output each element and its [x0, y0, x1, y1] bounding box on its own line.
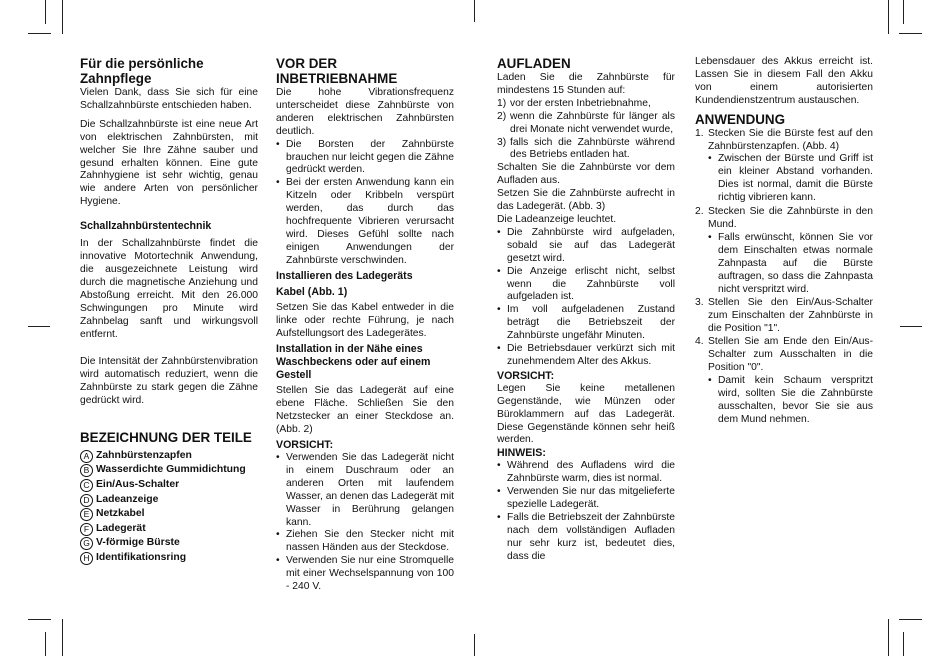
usage-title: ANWENDUNG: [695, 111, 786, 127]
caution-bullets: [276, 452, 454, 594]
step-text: Stecken Sie die Bürste fest auf den Zahnbürstenzapfen. (Abb. 4): [708, 127, 873, 152]
part-label: V-förmige Bürste: [96, 537, 180, 549]
tech-paragraph: Die Intensität der Zahnbürstenvibration wird automatisch reduziert, wenn die Zahnbürste zu stark gegen die Zähne gedrückt wird.: [80, 356, 258, 407]
tech-paragraph: In der Schallzahnbürste findet die innovative Motortechnik Anwendung, die ausgezeichnete Leistung wird durch die magnetische Anziehung und Abstoßung erreicht. Mit den 26.000 Schwingungen pro Minute wird Zahnbelag sanft und wirkungsvoll entfernt.: [80, 238, 258, 340]
charging-bullets: [497, 227, 675, 369]
part-label: Ein/Aus-Schalter: [96, 479, 180, 491]
part-item: [80, 464, 258, 479]
part-label: Wasserdichte Gummidichtung: [96, 464, 246, 476]
numbered-item: 1) vor der ersten Inbetriebnahme,: [497, 98, 675, 111]
charging-paragraph: Die Ladeanzeige leuchtet.: [497, 213, 617, 225]
column-charging: [497, 56, 675, 565]
part-letter: E: [80, 508, 93, 521]
step-text: Stellen Sie den Ein/Aus-Schalter zum Einschalten der Zahnbürste in die Position "1".: [708, 297, 873, 335]
part-letter: B: [80, 464, 93, 477]
bullet-item: • Verwenden Sie nur das mitgelieferte spezielle Ladegerät.: [497, 486, 675, 512]
note-label: HINWEIS:: [497, 447, 546, 460]
part-label: Zahnbürstenzapfen: [96, 449, 192, 461]
part-letter: C: [80, 479, 93, 492]
step-text: Stecken Sie die Zahnbürste in den Mund.: [708, 206, 873, 230]
bullet-item: • Ziehen Sie den Stecker nicht mit nassen Händen aus der Steckdose.: [276, 529, 454, 555]
step-text: Stellen Sie am Ende den Ein/Aus-Schalter zum Ausschalten in die Position "0".: [708, 336, 873, 373]
bullet-item: • Die Borsten der Zahnbürste brauchen nur leicht gegen die Zähne gedrückt werden.: [276, 139, 454, 178]
charging-continued: Lebensdauer des Akkus erreicht ist. Lassen Sie in diesem Fall den Akku von einem autorisierten Kundendienstzentrum austauschen.: [695, 56, 873, 106]
cable-paragraph: Setzen Sie das Kabel entweder in die linke oder rechte Führung, je nach Aufstellungsort des Ladegerätes.: [276, 301, 454, 339]
column-before-use: [276, 56, 454, 595]
bullet-item: • Die Betriebsdauer verkürzt sich mit zunehmendem Alter des Akkus.: [497, 343, 675, 369]
intro-paragraph: Vielen Dank, dass Sie sich für eine Schallzahnbürste entschieden haben.: [80, 87, 258, 111]
note-bullets: [497, 460, 675, 563]
bullet-item: • Falls die Betriebszeit der Zahnbürste nach dem vollständigen Aufladen nur sehr kurz ist, bedeutet dies, dass die: [497, 512, 675, 564]
bullet-item: • Verwenden Sie nur eine Stromquelle mit einer Wechselspannung von 100 - 240 V.: [276, 555, 454, 594]
step-item: [695, 336, 873, 426]
bullet-item: • Falls erwünscht, können Sie vor dem Einschalten etwas normale Zahnpasta auf die Bürste auftragen, so dass die Zahnpasta nicht verspritzt wird.: [708, 232, 873, 297]
caution-label: VORSICHT:: [276, 439, 334, 452]
caution-label: VORSICHT:: [497, 369, 555, 382]
bullet-item: • Bei der ersten Anwendung kann ein Kitzeln oder Kribbeln verspürt werden, das durch das hochfrequente Vibrieren verursacht wird. Dieses Gefühl sollte nach einigen Anwendungen der Zahnbürste verschwinden.: [276, 177, 454, 267]
part-letter: D: [80, 494, 93, 507]
parts-list: [80, 449, 258, 566]
charging-paragraph: Laden Sie die Zahnbürste für mindestens 15 Stunden auf:: [497, 72, 675, 96]
part-item: [80, 551, 258, 566]
part-label: Netzkabel: [96, 508, 145, 520]
sink-paragraph: Stellen Sie das Ladegerät auf eine ebene Fläche. Schließen Sie den Netzstecker an einer Steckdose an. (Abb. 2): [276, 385, 454, 436]
charging-conditions: [497, 98, 675, 163]
charging-paragraph: Schalten Sie die Zahnbürste vor dem Aufladen aus.: [497, 162, 675, 187]
bullet-item: • Während des Aufladens wird die Zahnbürste warm, dies ist normal.: [497, 460, 675, 486]
numbered-item: 2) wenn die Zahnbürste für länger als drei Monate nicht verwendet wurde,: [497, 111, 675, 137]
bullet-item: • Im voll aufgeladenen Zustand beträgt die Betriebszeit der Zahnbürste ungefähr Minuten.: [497, 304, 675, 343]
charging-paragraph: Setzen Sie die Zahnbürste aufrecht in das Ladegerät. (Abb. 3): [497, 188, 675, 213]
bullet-item: • Damit kein Schaum verspritzt wird, sollten Sie die Zahnbürste ausschalten, bevor Sie sie aus dem Mund nehmen.: [708, 375, 873, 427]
part-label: Ladegerät: [96, 522, 146, 534]
bullet-item: • Die Anzeige erlischt nicht, selbst wenn die Zahnbürste voll aufgeladen ist.: [497, 266, 675, 305]
numbered-item: 3) falls sich die Zahnbürste während des Betriebs entladen hat.: [497, 137, 675, 163]
usage-steps: [695, 128, 873, 427]
charging-title: AUFLADEN: [497, 56, 571, 71]
part-letter: A: [80, 450, 93, 463]
before-use-paragraph: Die hohe Vibrationsfrequenz unterscheidet diese Zahnbürste von anderen elektrischen Zahnbürsten deutlich.: [276, 87, 454, 137]
step-item: [695, 206, 873, 296]
cable-heading: Kabel (Abb. 1): [276, 285, 348, 298]
part-item: [80, 537, 258, 552]
part-item: [80, 478, 258, 493]
caution-paragraph: Legen Sie keine metallenen Gegenstände, wie Münzen oder Büroklammern auf das Ladegerät. Diese Gegenstände können sehr heiß werden.: [497, 382, 675, 446]
part-label: Identifikationsring: [96, 552, 187, 564]
parts-title: BEZEICHNUNG DER TEILE: [80, 430, 252, 446]
part-item: [80, 522, 258, 537]
part-item: [80, 507, 258, 522]
install-heading: Installieren des Ladegeräts: [276, 269, 413, 282]
part-label: Ladeanzeige: [96, 493, 159, 505]
before-use-title: VOR DER INBETRIEBNAHME: [276, 56, 398, 86]
step-item: [695, 297, 873, 336]
bullet-item: • Zwischen der Bürste und Griff ist ein kleiner Abstand vorhanden. Dies ist normal, damit die Bürste richtig vibrieren kann.: [708, 153, 873, 205]
part-item: [80, 493, 258, 508]
column-intro: [80, 56, 258, 566]
step-item: [695, 128, 873, 205]
part-letter: H: [80, 552, 93, 565]
part-letter: G: [80, 537, 93, 550]
part-letter: F: [80, 523, 93, 536]
sink-heading: Installation in der Nähe eines Waschbeckens oder auf einem Gestell: [276, 343, 431, 382]
column-usage: [695, 56, 873, 427]
bullet-item: • Verwenden Sie das Ladegerät nicht in einem Duschraum oder an anderen Orten mit laufendem Wasser, an denen das Ladegerät mit Wasser in Berührung gelangen kann.: [276, 452, 454, 529]
intro-paragraph: Die Schallzahnbürste ist eine neue Art von elektrischen Zahnbürsten, mit welcher Sie Ihre Zähne sauber und gesund erhalten können. Eine gute Zahnhygiene ist sehr wichtig, genau wie andere Arten von persönlicher Hygiene.: [80, 118, 258, 208]
bullet-item: • Die Zahnbürste wird aufgeladen, sobald sie auf das Ladegerät gesetzt wird.: [497, 227, 675, 266]
before-use-bullets: [276, 139, 454, 268]
intro-title: Für die persönliche Zahnpflege: [80, 56, 204, 86]
part-item: [80, 449, 258, 464]
tech-heading: Schallzahnbürstentechnik: [80, 220, 212, 233]
